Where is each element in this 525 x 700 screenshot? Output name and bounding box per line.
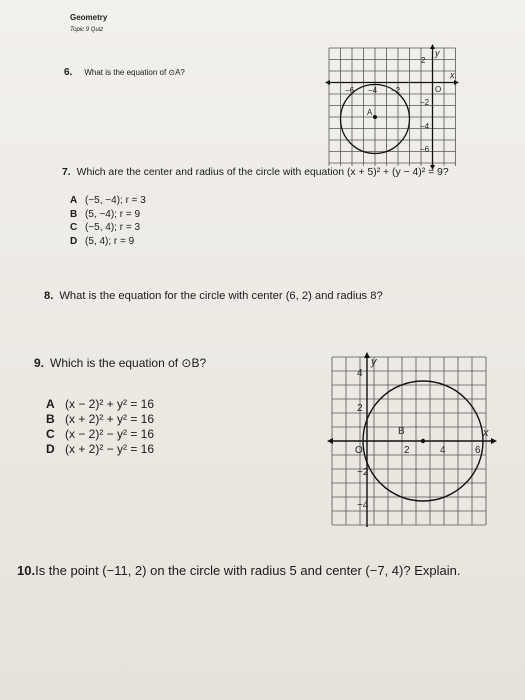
answer-choice[interactable] xyxy=(70,221,146,235)
point-label-a: A xyxy=(367,108,373,117)
point-label-b: B xyxy=(398,426,405,437)
choice-letter: B xyxy=(70,208,78,220)
choice-text: (x + 2)² − y² = 16 xyxy=(65,442,155,456)
center-point-b xyxy=(421,439,425,443)
choice-letter: A xyxy=(70,195,78,206)
answer-choice[interactable] xyxy=(70,194,146,208)
answer-choice[interactable] xyxy=(70,208,146,222)
question-number: 9. xyxy=(34,356,45,370)
answer-choices-7 xyxy=(70,194,146,248)
question-number: 6. xyxy=(64,67,73,78)
center-point-a xyxy=(373,115,377,119)
origin-label: O xyxy=(355,445,363,456)
answer-choice[interactable] xyxy=(46,427,154,442)
x-axis-label: x xyxy=(450,70,455,80)
y-tick-label: 4 xyxy=(357,368,363,379)
x-tick-label: −4 xyxy=(368,86,378,95)
question-text: Is the point (−11, 2) on the circle with radius 5 and center (−7, 4)? Explain. xyxy=(35,563,461,578)
y-tick-label: −4 xyxy=(357,500,369,511)
question-text: Which are the center and radius of the circle with equation (x + 5)² + (y − 4)² = 9? xyxy=(76,167,449,178)
y-tick-label: 2 xyxy=(421,56,426,65)
x-tick-label: −6 xyxy=(345,86,355,95)
answer-choice[interactable] xyxy=(70,235,146,249)
answer-choices-9 xyxy=(46,397,154,457)
origin-label: O xyxy=(435,85,442,94)
choice-text: (−5, −4); r = 3 xyxy=(85,195,146,206)
question-10 xyxy=(17,563,460,578)
x-tick-label: 4 xyxy=(440,445,446,456)
question-text: What is the equation of ⊙A? xyxy=(84,68,185,77)
choice-letter: C xyxy=(70,222,78,233)
choice-letter: D xyxy=(46,442,55,456)
y-tick-label: −4 xyxy=(420,122,430,131)
x-tick-label: 2 xyxy=(404,445,410,456)
worksheet-header xyxy=(70,12,107,36)
question-number: 10. xyxy=(17,563,36,578)
y-tick-label: −2 xyxy=(357,467,369,478)
question-8 xyxy=(44,290,383,302)
answer-choice[interactable] xyxy=(46,442,154,457)
question-6 xyxy=(64,67,185,78)
choice-letter: D xyxy=(70,235,78,247)
question-number: 8. xyxy=(44,290,54,302)
choice-letter: A xyxy=(46,397,55,411)
y-tick-label: 2 xyxy=(357,403,363,414)
question-text: What is the equation for the circle with center (6, 2) and radius 8? xyxy=(59,290,383,302)
graph-circle-b xyxy=(326,351,501,531)
quiz-title: Topic 9 Quiz xyxy=(70,27,104,33)
y-axis-label: y xyxy=(435,48,440,58)
question-text: Which is the equation of ⊙B? xyxy=(50,356,207,370)
y-tick-label: −2 xyxy=(420,98,430,107)
x-tick-label: −2 xyxy=(391,86,401,95)
answer-choice[interactable] xyxy=(46,412,154,427)
question-9 xyxy=(34,356,206,370)
y-tick-label: −6 xyxy=(420,145,430,154)
question-7 xyxy=(62,167,449,178)
choice-letter: B xyxy=(46,412,55,426)
y-axis-label: y xyxy=(371,356,377,368)
answer-choice[interactable] xyxy=(46,397,154,412)
choice-text: (5, 4); r = 9 xyxy=(85,235,135,247)
choice-text: (x − 2)² − y² = 16 xyxy=(65,427,155,441)
choice-text: (x − 2)² + y² = 16 xyxy=(65,397,155,411)
graph-circle-a xyxy=(323,43,463,173)
choice-text: (5, −4); r = 9 xyxy=(85,208,141,220)
x-tick-label: 6 xyxy=(475,445,481,456)
choice-letter: C xyxy=(46,427,55,441)
question-number: 7. xyxy=(62,167,71,178)
choice-text: (−5, 4); r = 3 xyxy=(85,222,141,233)
choice-text: (x + 2)² + y² = 16 xyxy=(65,412,155,426)
x-axis-label: x xyxy=(483,427,489,439)
course-title: Geometry xyxy=(70,13,108,22)
